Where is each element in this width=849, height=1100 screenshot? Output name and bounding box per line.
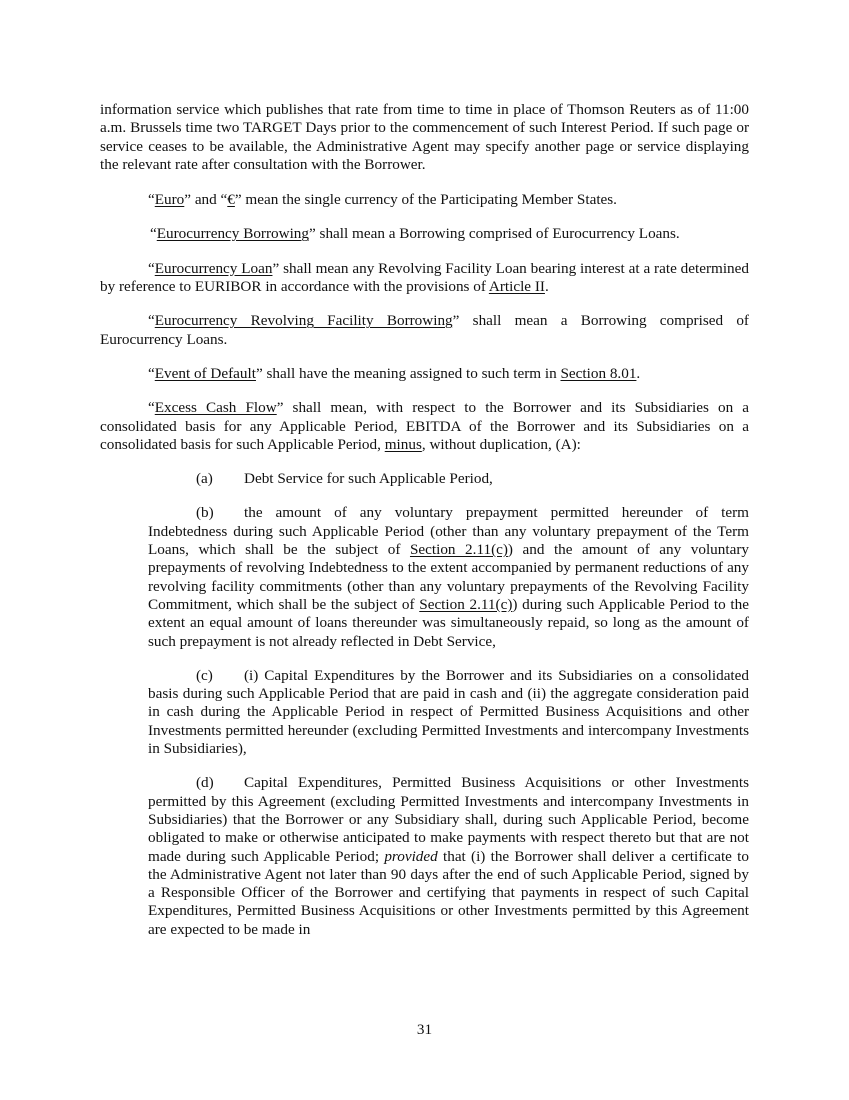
defined-term-euro: Euro: [154, 191, 185, 209]
definition-text: ” shall mean a Borrowing comprised of Eurocurrency Loans.: [309, 225, 680, 243]
quote-open: “: [150, 225, 157, 243]
clause-c: [148, 667, 749, 758]
minus-term: minus: [384, 435, 422, 453]
cross-reference-section-8-01: Section 8.01: [560, 364, 637, 382]
quote-open: “: [148, 191, 155, 209]
clause-d-text: Capital Expenditures, Permitted Business Acquisitions or other Investments permitted by this Agreement (excluding Permitted Investments and intercompany Investments in Subsidiaries) that the Borrower or any Subsidiary shall, during such Applicable Period, become obligated to make or otherwise anticipated to make payments with respect thereto but that are not made during such Applicable Period;: [148, 774, 749, 865]
definition-text: ” mean the single currency of the Participating Member States.: [234, 191, 617, 209]
quote-open: “: [148, 399, 155, 417]
definition-excess-cash-flow: [100, 399, 749, 454]
clause-b-text: the amount of any voluntary prepayment permitted hereunder of term Indebtedness during such Applicable Period (other than any voluntary prepayment of the Term Loans, which shall be the subject of: [148, 504, 749, 559]
definition-text: ” shall mean, with respect to the Borrower and its Subsidiaries on a consolidated basis for any Applicable Period, EBITDA of the Borrower and its Subsidiaries on a consolidated basis for such Applicable Period,: [100, 399, 749, 453]
clause-c-label: (c): [196, 666, 213, 684]
quote-open: “: [148, 312, 155, 330]
definition-text: , without duplication, (A):: [421, 435, 581, 453]
definition-eurocurrency-revolving-facility-borrowing: [100, 312, 749, 349]
clause-b: [148, 504, 749, 650]
clause-b-text: ) and the amount of any voluntary prepayments of revolving Indebtedness to the extent accompanied by permanent reductions of any revolving facility commitments (other than any voluntary prepayments of the Revolving Facility Commitment, which shall be the subject of: [148, 541, 749, 613]
clause-d-label: (d): [196, 774, 214, 792]
definition-text: ” shall mean any Revolving Facility Loan bearing interest at a rate determined by reference to EURIBOR in accordance with the provisions of: [100, 259, 749, 296]
quote-open: “: [148, 259, 155, 277]
document-page: [100, 101, 749, 939]
clause-d: [148, 774, 749, 939]
definition-eurocurrency-loan: [100, 260, 749, 297]
defined-term-eurocurrency-rfb: Eurocurrency Revolving Facility Borrowing: [154, 312, 453, 330]
clause-b-text: ) during such Applicable Period to the extent an equal amount of loans thereunder was simultaneously repaid, so long as the amount of such prepayment is not already reflected in Debt Service,: [148, 595, 749, 650]
cross-reference-section-2-11c: Section 2.11(c): [409, 541, 508, 559]
page-number: 31: [416, 1021, 433, 1038]
defined-term-eurocurrency-loan: Eurocurrency Loan: [154, 259, 273, 277]
clause-a-label: (a): [196, 470, 213, 488]
defined-term-euro-symbol: €: [227, 191, 235, 209]
defined-term-excess-cash-flow: Excess Cash Flow: [154, 399, 277, 417]
intro-paragraph: information service which publishes that rate from time to time in place of Thomson Reuters as of 11:00 a.m. Brussels time two TARGET Days prior to the commencement of such Interest Period. If such page or service ceases to be available, the Administrative Agent may specify another page or service displaying the relevant rate after consultation with the Borrower.: [100, 101, 749, 173]
defined-term-event-of-default: Event of Default: [154, 364, 256, 382]
definition-text: ” shall mean a Borrowing comprised of Eurocurrency Loans.: [100, 312, 749, 348]
quote-open: “: [148, 364, 155, 382]
cross-reference-article-ii: Article II: [488, 278, 545, 296]
punctuation: .: [544, 278, 549, 296]
clause-d-text: that (i) the Borrower shall deliver a certificate to the Administrative Agent not later than 90 days after the end of such Applicable Period, signed by a Responsible Officer of the Borrower and certifying that payments in respect of such Capital Expenditures, Permitted Business Acquisitions or other Investments permitted by this Agreement are expected to be made in: [148, 847, 749, 938]
proviso-term: provided: [384, 847, 438, 865]
definition-text: ” and “: [184, 191, 228, 209]
defined-term-eurocurrency-borrowing: Eurocurrency Borrowing: [156, 225, 309, 243]
definition-text: ” shall have the meaning assigned to such term in: [255, 364, 561, 382]
cross-reference-section-2-11c: Section 2.11(c): [419, 595, 513, 613]
clause-c-text: (i) Capital Expenditures by the Borrower and its Subsidiaries on a consolidated basis during such Applicable Period that are paid in cash and (ii) the aggregate consideration paid in cash during the Applicable Period in respect of Permitted Business Acquisitions and other Investments permitted hereunder (excluding Permitted Investments and intercompany Investments in Subsidiaries),: [148, 666, 749, 758]
clause-b-label: (b): [196, 504, 214, 522]
definition-eurocurrency-borrowing: [100, 225, 749, 243]
punctuation: .: [636, 364, 641, 382]
definition-euro: [100, 191, 749, 209]
definition-event-of-default: [100, 365, 749, 383]
clause-a: [148, 470, 749, 488]
clause-a-text: Debt Service for such Applicable Period,: [244, 470, 493, 488]
